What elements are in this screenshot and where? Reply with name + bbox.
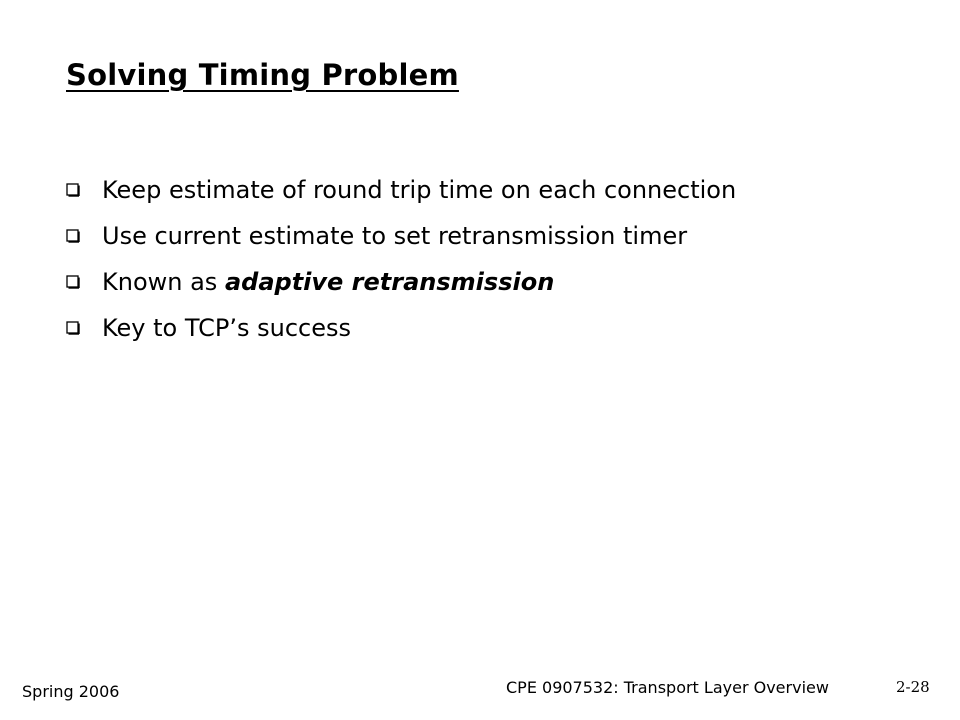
hollow-square-icon [66, 218, 102, 254]
bullet-text: Known as adaptive retransmission [102, 268, 555, 296]
emphasized-term: adaptive retransmission [224, 268, 555, 296]
bullet-item [66, 264, 826, 300]
footer-course-title: CPE 0907532: Transport Layer Overview [506, 678, 829, 697]
bullet-item [66, 172, 826, 208]
hollow-square-icon [66, 264, 102, 300]
bullet-list [66, 172, 826, 356]
footer-date: Spring 2006 [22, 682, 120, 701]
slide-number: 2-28 [896, 678, 930, 696]
hollow-square-icon [66, 172, 102, 208]
slide-title: Solving Timing Problem [66, 58, 459, 92]
bullet-text: Keep estimate of round trip time on each connection [102, 176, 737, 204]
bullet-text: Use current estimate to set retransmission timer [102, 222, 688, 250]
bullet-text: Key to TCP’s success [102, 314, 351, 342]
bullet-item [66, 218, 826, 254]
hollow-square-icon [66, 310, 102, 346]
bullet-item [66, 310, 826, 346]
